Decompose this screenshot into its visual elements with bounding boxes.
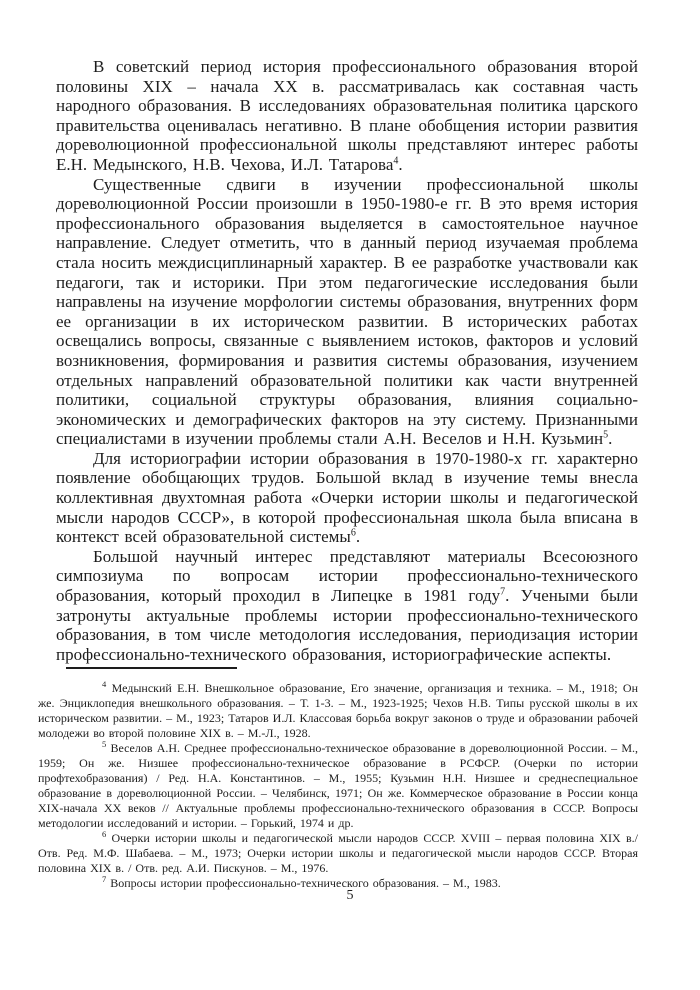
footnote-marker: 7: [102, 874, 107, 884]
body-paragraph: Большой научный интерес представляют материалы Всесоюзного симпозиума по вопросам истории профессионально-технического образования, который проходил в Липецке в 1981 году$^7$. Учеными были затронуты актуальные проблемы истории профессионально-технического образования, в том числе методология исследования, периодизация истории профессионально-технического образования, историографические аспекты.: [56, 546, 638, 664]
body-paragraph: Для историографии истории образования в 1970-1980-х гг. характерно появление обобщающих трудов. Большой вклад в изучение темы внесла коллективная двухтомная работа «Очерки истории школы и педагогической мысли народов СССР», в которой профессиональная школа была вписана в контекст всей образовательной системы$^6$.: [56, 448, 638, 547]
footnote-reference: 7: [500, 586, 506, 598]
footnote-reference: 4: [393, 155, 399, 167]
footnote-marker: 4: [102, 679, 107, 689]
body-paragraph: Существенные сдвиги в изучении профессиональной школы дореволюционной России произошли в 1950-1980-е гг. В это время история профессионального образования выделяется в самостоятельное научное направление. Следует отметить, что в данный период изучаемая проблема стала носить междисциплинарный характер. В ее разработке участвовали как педагоги, так и историки. При этом педагогические исследования были направлены на изучение морфологии системы образования, внутренних форм ее организации в их историческом развитии. В исторических работах освещались вопросы, связанные с выявлением истоков, факторов и условий возникновения, формирования и развития системы образования, изучением отдельных направлений образовательной политики как части внутренней политики, социальной структуры образования, влияния социально-экономических и демографических факторов на эту систему. Признанными специалистами в изучении проблемы стали А.Н. Веселов и Н.Н. Кузьмин$^5$.: [56, 174, 638, 449]
footnote: $^6$ Очерки истории школы и педагогической мысли народов СССР. XVIII – первая половина XIX в./Отв. Ред. М.Ф. Шабаева. – М., 1973; Очерки истории школы и педагогической мысли народов СССР. Вторая половина XIX в. / Отв. ред. А.И. Пискунов. – М., 1976.: [38, 829, 638, 875]
footnote-reference: 5: [603, 429, 609, 441]
page-number: 5: [346, 888, 354, 903]
footnote-reference: 6: [350, 527, 356, 539]
footnote-separator: [66, 667, 237, 669]
footnotes: [38, 681, 638, 891]
footnote: $^5$ Веселов А.Н. Среднее профессионально-техническое образование в дореволюционной России. – М., 1959; Он же. Низшее профессионально-техническое образование в РСФСР. (Очерки по истории профтехобразования) / Ред. Н.А. Константинов. – М., 1955; Кузьмин Н.Н. Низшее и среднеспециальное образование в дореволюционной России. – Челябинск, 1971; Он же. Коммерческое образование в России конца XIX-начала XX веков // Актуальные проблемы профессионально-технического образования в СССР. Вопросы методологии исследований и истории. – Горький, 1974 и др.: [38, 739, 638, 830]
footnote: $^4$ Медынский Е.Н. Внешкольное образование, Его значение, организация и техника. – М., 1918; Он же. Энциклопедия внешкольного образования. – Т. 1-3. – М., 1923-1925; Чехов Н.В. Типы русской школы в их историческом развитии. – М., 1923; Татаров И.Л. Классовая борьба вокруг законов о труде и образовании рабочей молодежи во второй половине XIX в. – М.-Л., 1928.: [38, 679, 638, 740]
footnote: $^7$ Вопросы истории профессионально-технического образования. – М., 1983.: [102, 874, 501, 890]
footnote-marker: 5: [102, 739, 107, 749]
footnote-marker: 6: [102, 829, 107, 839]
body-paragraph: В советский период история профессионального образования второй половины XIX – начала XX в. рассматривалась как составная часть народного образования. В исследованиях образовательная политика царского правительства оценивалась негативно. В плане обобщения истории развития дореволюционной профессиональной школы представляют интерес работы Е.Н. Медынского, Н.В. Чехова, И.Л. Татарова$^4$.: [56, 57, 638, 174]
body-text: [56, 57, 638, 664]
